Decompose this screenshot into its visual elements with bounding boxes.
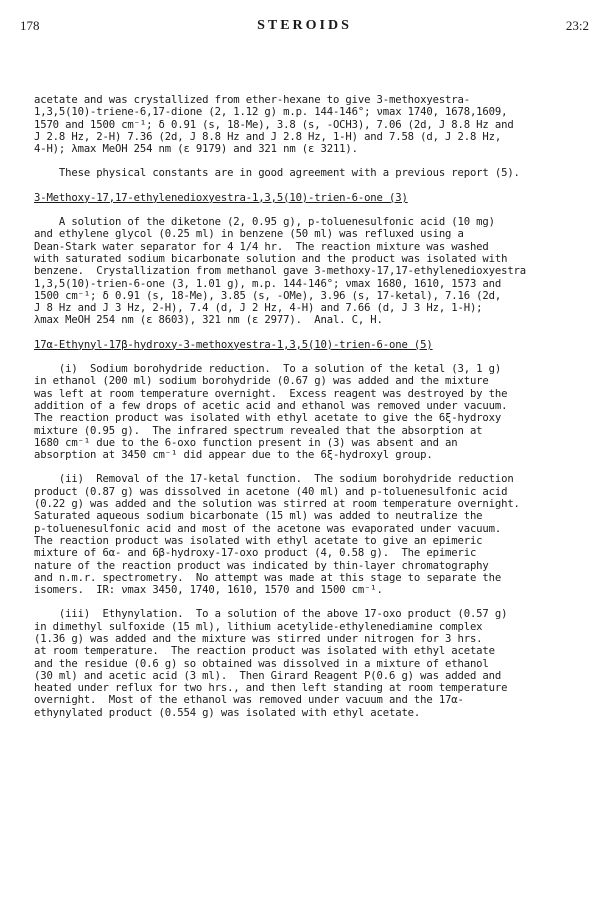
text-line: 1,3,5(10)-triene-6,17-dione (2, 1.12 g) m.p. 144-146°; νmax 1740, 1678,1609,: [34, 106, 508, 119]
text-line: heated under reflux for two hrs., and then left standing at room temperature: [34, 682, 508, 695]
text-line: These physical constants are in good agreement with a previous report (5).: [34, 167, 520, 180]
text-line: mixture (0.95 g). The infrared spectrum revealed that the absorption at: [34, 424, 483, 437]
paragraph-5: [34, 473, 600, 596]
section-heading: 3-Methoxy-17,17-ethylenedioxyestra-1,3,5(10)-trien-6-one (3): [34, 191, 408, 204]
paragraph-2: [34, 167, 600, 179]
text-line: J 2.8 Hz, 2-H) 7.36 (2d, J 8.8 Hz and J 2.8 Hz, 1-H) and 7.58 (d, J 2.8 Hz,: [34, 130, 502, 143]
text-line: isomers. IR: νmax 3450, 1740, 1610, 1570 and 1500 cm⁻¹.: [34, 584, 383, 597]
article-body: [34, 94, 600, 719]
text-line: (30 ml) and acetic acid (3 ml). Then Girard Reagent P(0.6 g) was added and: [34, 669, 502, 682]
text-line: ethynylated product (0.554 g) was isolated with ethyl acetate.: [34, 706, 421, 719]
text-line: and n.m.r. spectrometry. No attempt was made at this stage to separate the: [34, 571, 502, 584]
text-line: with saturated sodium bicarbonate solution and the product was isolated with: [34, 252, 508, 265]
text-line: A solution of the diketone (2, 0.95 g), p-toluenesulfonic acid (10 mg): [34, 216, 495, 229]
text-line: and ethylene glycol (0.25 ml) in benzene (50 ml) was refluxed using a: [34, 228, 464, 241]
text-line: The reaction product was isolated with ethyl acetate to give the 6ξ-hydroxy: [34, 412, 502, 425]
text-line: addition of a few drops of acetic acid and ethanol was removed under vacuum.: [34, 399, 508, 412]
text-line: benzene. Crystallization from methanol gave 3-methoxy-17,17-ethylenedioxyestra: [34, 265, 527, 278]
text-line: Saturated aqueous sodium bicarbonate (15 ml) was added to neutralize the: [34, 510, 483, 523]
text-line: J 8 Hz and J 3 Hz, 2-H), 7.4 (d, J 2 Hz, 4-H) and 7.66 (d, J 3 Hz, 1-H);: [34, 302, 483, 315]
text-line: in ethanol (200 ml) sodium borohydride (0.67 g) was added and the mixture: [34, 375, 489, 388]
section-heading-ketal: [34, 192, 600, 204]
text-line: (iii) Ethynylation. To a solution of the above 17-oxo product (0.57 g): [34, 608, 508, 621]
text-line: 1500 cm⁻¹; δ 0.91 (s, 18-Me), 3.85 (s, -OMe), 3.96 (s, 17-ketal), 7.16 (2d,: [34, 289, 502, 302]
text-line: 1570 and 1500 cm⁻¹; δ 0.91 (s, 18-Me), 3.8 (s, -OCH3), 7.06 (2d, J 8.8 Hz and: [34, 118, 514, 131]
text-line: (1.36 g) was added and the mixture was stirred under nitrogen for 3 hrs.: [34, 632, 483, 645]
text-line: 4-H); λmax MeOH 254 nm (ε 9179) and 321 nm (ε 3211).: [34, 143, 358, 156]
text-line: 1680 cm⁻¹ due to the 6-oxo function present in (3) was absent and an: [34, 436, 458, 449]
text-line: was left at room temperature overnight. Excess reagent was destroyed by the: [34, 387, 508, 400]
running-header: [20, 18, 589, 38]
text-line: (ii) Removal of the 17-ketal function. The sodium borohydride reduction: [34, 473, 514, 486]
page-number: 178: [20, 18, 40, 33]
paragraph-1: [34, 94, 600, 155]
text-line: absorption at 3450 cm⁻¹ did appear due to the 6ξ-hydroxyl group.: [34, 449, 433, 462]
text-line: product (0.87 g) was dissolved in acetone (40 ml) and p-toluenesulfonic acid: [34, 485, 508, 498]
text-line: nature of the reaction product was indicated by thin-layer chromatography: [34, 559, 489, 572]
volume-issue: 23:2: [565, 18, 589, 33]
text-line: mixture of 6α- and 6β-hydroxy-17-oxo product (4, 0.58 g). The epimeric: [34, 547, 477, 560]
text-line: in dimethyl sulfoxide (15 ml), lithium acetylide-ethylenediamine complex: [34, 620, 483, 633]
text-line: at room temperature. The reaction product was isolated with ethyl acetate: [34, 645, 495, 658]
section-heading: 17α-Ethynyl-17β-hydroxy-3-methoxyestra-1,3,5(10)-trien-6-one (5): [34, 338, 433, 351]
paragraph-4: [34, 363, 600, 461]
paragraph-6: [34, 608, 600, 719]
text-line: λmax MeOH 254 nm (ε 8603), 321 nm (ε 2977). Anal. C, H.: [34, 314, 383, 327]
journal-title: STEROIDS: [257, 18, 352, 33]
section-heading-ethynyl: [34, 339, 600, 351]
text-line: 1,3,5(10)-trien-6-one (3, 1.01 g), m.p. 144-146°; νmax 1680, 1610, 1573 and: [34, 277, 502, 290]
text-line: and the residue (0.6 g) so obtained was dissolved in a mixture of ethanol: [34, 657, 489, 670]
text-line: (i) Sodium borohydride reduction. To a solution of the ketal (3, 1 g): [34, 363, 502, 376]
paragraph-3: [34, 216, 600, 327]
text-line: overnight. Most of the ethanol was removed under vacuum and the 17α-: [34, 694, 464, 707]
text-line: The reaction product was isolated with ethyl acetate to give an epimeric: [34, 534, 483, 547]
text-line: p-toluenesulfonic acid and most of the acetone was evaporated under vacuum.: [34, 522, 502, 535]
text-line: acetate and was crystallized from ether-hexane to give 3-methoxyestra-: [34, 94, 470, 106]
text-line: Dean-Stark water separator for 4 1/4 hr. The reaction mixture was washed: [34, 240, 489, 253]
text-line: (0.22 g) was added and the solution was stirred at room temperature overnight.: [34, 498, 520, 511]
